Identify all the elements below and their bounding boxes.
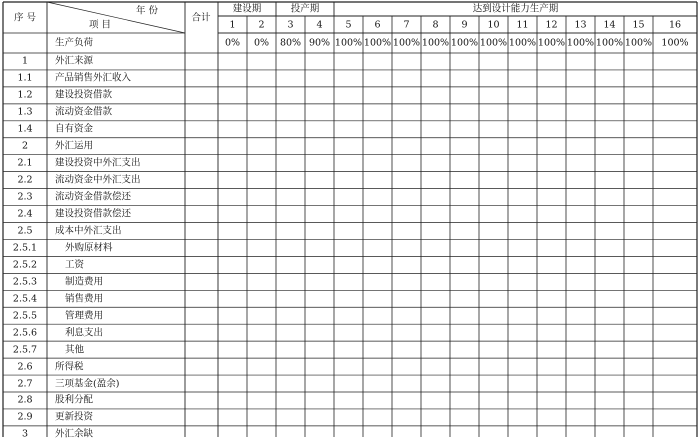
row-item-name: 利息支出 bbox=[65, 326, 104, 338]
header-item: 项 目 bbox=[88, 19, 112, 31]
header-year: 年 份 bbox=[135, 5, 159, 17]
row-item-name: 外汇来源 bbox=[55, 55, 94, 67]
row-number: 2.8 bbox=[17, 394, 33, 406]
row-item-name: 外购原材料 bbox=[65, 242, 113, 254]
row-number: 2.5.1 bbox=[12, 242, 38, 254]
row-item-name: 股利分配 bbox=[55, 394, 94, 406]
row-item-name: 外汇运用 bbox=[55, 140, 94, 152]
year-header: 3 bbox=[287, 18, 294, 30]
row-number: 2.7 bbox=[17, 377, 33, 389]
row-item-name: 建设投资中外汇支出 bbox=[55, 157, 141, 169]
year-header: 4 bbox=[316, 18, 323, 30]
row-number: 2.5.2 bbox=[12, 259, 38, 271]
load-value: 100% bbox=[392, 37, 421, 49]
year-header: 12 bbox=[545, 18, 558, 30]
row-number: 1.3 bbox=[17, 106, 33, 118]
year-header: 15 bbox=[632, 18, 645, 30]
load-value: 90% bbox=[308, 37, 331, 49]
load-value: 100% bbox=[363, 37, 392, 49]
load-value: 100% bbox=[537, 37, 566, 49]
row-number: 2.4 bbox=[17, 208, 33, 220]
year-header: 6 bbox=[374, 18, 381, 30]
year-header: 9 bbox=[461, 18, 468, 30]
row-item-name: 销售费用 bbox=[65, 293, 104, 305]
row-item-name: 更新投资 bbox=[55, 411, 94, 423]
row-number: 1 bbox=[21, 55, 29, 67]
row-item-name: 流动资金借款 bbox=[55, 106, 113, 118]
year-header: 5 bbox=[345, 18, 352, 30]
row-number: 2.5.6 bbox=[12, 326, 38, 338]
year-header: 11 bbox=[516, 18, 529, 30]
year-header: 10 bbox=[487, 18, 500, 30]
load-value: 100% bbox=[508, 37, 537, 49]
row-number: 2.3 bbox=[17, 191, 33, 203]
row-item-name: 所得税 bbox=[55, 360, 84, 372]
row-number: 1.1 bbox=[17, 72, 33, 84]
row-item-name: 其他 bbox=[65, 343, 85, 355]
load-value: 0% bbox=[253, 37, 270, 49]
row-item-name: 建设投资借款 bbox=[55, 89, 113, 101]
row-number: 2.5.5 bbox=[12, 309, 38, 321]
row-number: 1.4 bbox=[17, 123, 33, 135]
load-value: 100% bbox=[334, 37, 363, 49]
row-number: 2.5.7 bbox=[12, 343, 38, 355]
row-item-name: 流动资金借款偿还 bbox=[55, 191, 132, 203]
row-item-name: 制造费用 bbox=[65, 276, 104, 288]
load-value: 100% bbox=[624, 37, 653, 49]
row-item-name: 建设投资借款偿还 bbox=[55, 208, 132, 220]
load-value: 100% bbox=[421, 37, 450, 49]
year-header: 16 bbox=[668, 18, 682, 30]
load-value: 0% bbox=[224, 37, 241, 49]
load-label: 生产负荷 bbox=[55, 37, 94, 49]
load-value: 80% bbox=[279, 37, 302, 49]
row-item-name: 产品销售外汇收入 bbox=[55, 72, 132, 84]
row-number: 3 bbox=[21, 428, 29, 440]
row-item-name: 成本中外汇支出 bbox=[55, 225, 122, 237]
header-seq: 序 号 bbox=[13, 12, 37, 24]
header-diagonal bbox=[47, 2, 185, 33]
load-value: 100% bbox=[479, 37, 508, 49]
row-item-name: 工资 bbox=[65, 259, 85, 271]
year-header: 13 bbox=[574, 18, 587, 30]
year-header: 7 bbox=[403, 18, 410, 30]
row-number: 2.6 bbox=[17, 360, 33, 372]
year-header: 1 bbox=[229, 18, 236, 30]
header-full-capacity-phase: 达到设计能力生产期 bbox=[472, 3, 559, 15]
header-total: 合计 bbox=[191, 12, 211, 24]
row-item-name: 外汇余缺 bbox=[55, 428, 94, 440]
row-number: 2.5.4 bbox=[12, 293, 38, 305]
load-value: 100% bbox=[566, 37, 595, 49]
row-number: 1.2 bbox=[17, 89, 33, 101]
load-value: 100% bbox=[595, 37, 624, 49]
header-commissioning-phase: 投产期 bbox=[290, 3, 320, 15]
year-header: 2 bbox=[258, 18, 265, 30]
row-item-name: 自有资金 bbox=[55, 123, 94, 135]
row-item-name: 流动资金中外汇支出 bbox=[55, 174, 141, 186]
row-number: 2 bbox=[21, 140, 29, 152]
row-item-name: 三项基金(盈余) bbox=[55, 377, 120, 389]
row-item-name: 管理费用 bbox=[65, 309, 104, 321]
year-header: 8 bbox=[432, 18, 439, 30]
load-value: 100% bbox=[661, 37, 689, 49]
row-number: 2.9 bbox=[17, 411, 33, 423]
row-number: 2.5 bbox=[17, 225, 33, 237]
row-number: 2.2 bbox=[17, 174, 33, 186]
row-number: 2.5.3 bbox=[12, 276, 38, 288]
header-construction-phase: 建设期 bbox=[232, 3, 262, 15]
row-number: 2.1 bbox=[17, 157, 33, 169]
load-value: 100% bbox=[450, 37, 479, 49]
year-header: 14 bbox=[603, 18, 616, 30]
